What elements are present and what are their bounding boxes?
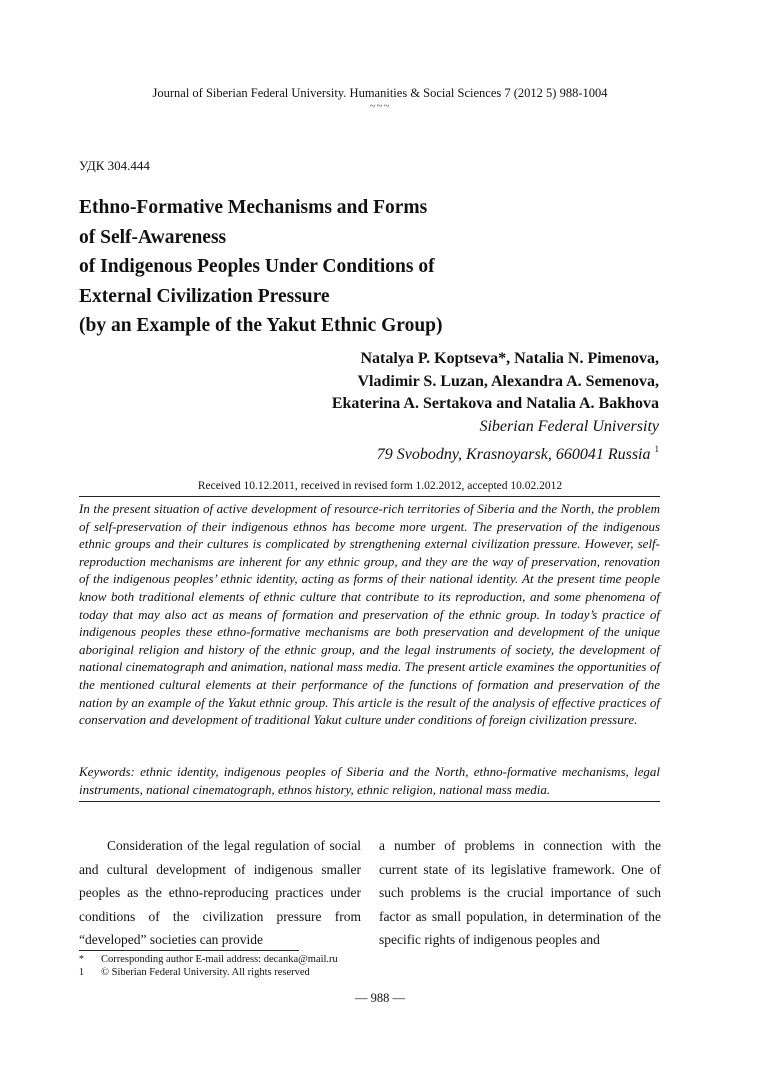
footnote-mark: 1 [79,967,84,978]
title-line: (by an Example of the Yakut Ethnic Group) [79,315,443,336]
author-line: Natalya P. Koptseva*, Natalia N. Pimenova, [360,350,659,367]
body-column-left: Consideration of the legal regulation of social and cultural development of indigenous smaller peoples as the ethno-reproducing practices under conditions of the civilization pressure from “developed” societies can provide [79,838,361,947]
abstract-bottom-rule [79,801,660,802]
footnote-text: © Siberian Federal University. All rights reserved [101,967,310,978]
footnotes [79,953,479,979]
title-line: of Self-Awareness [79,226,227,248]
author-line: Ekaterina A. Sertakova and Natalia A. Bakhova [331,395,659,412]
footnote-text: Corresponding author E-mail address: decanka@mail.ru [101,954,338,965]
header-separator: ~~~ [369,100,391,112]
footnote [79,953,479,966]
journal-header: Journal of Siberian Federal University. Humanities & Social Sciences 7 (2012 5) 988-1004 [152,86,608,100]
abstract-top-rule [79,496,660,497]
footnote [79,966,479,979]
page-number: — 988 — [355,991,405,1005]
footnote-mark: * [79,954,84,965]
udk-code: УДК 304.444 [79,158,150,173]
address-text: 79 Svobodny, Krasnoyarsk, 660041 Russia [376,446,651,463]
body-column-right: a number of problems in connection with the current state of its legislative framework. One of such problems is the crucial importance of such factor as small population, in determination of the specific rights of indigenous peoples and [379,838,661,947]
footnote-rule [79,950,299,951]
affiliation: Siberian Federal University [479,417,659,435]
address-footnote-mark: 1 [654,444,659,454]
received-dates: Received 10.12.2011, received in revised form 1.02.2012, accepted 10.02.2012 [197,480,563,492]
keywords: Keywords: ethnic identity, indigenous peoples of Siberia and the North, ethno-formative mechanisms, legal instruments, national cinematograph, ethnos history, ethnic religion, national mass media. [79,764,660,797]
address [332,438,659,467]
author-line: Vladimir S. Luzan, Alexandra A. Semenova, [357,372,659,390]
author-block [332,348,659,467]
article-title [79,193,639,341]
abstract: In the present situation of active development of resource-rich territories of Siberia and the North, the problem of self-preservation of their indigenous ethnos has become more urgent. The preservation of the indigenous ethnic groups and their cultures is complicated by strengthening external civilization pressure. However, self-reproduction mechanisms are inherent for any ethnic group, and they are the way of preservation, renovation of the indigenous peoples’ ethnic identity, acting as forms of their national identity. At the present time people know both traditional elements of ethnic culture that contribute to its reproduction, and some phenomena of today that may also act as means of formation and preservation of the ethnic group. In today’s practice of indigenous peoples these ethno-formative mechanisms are both preservation and development of the unique aboriginal religion and history of the ethnic group, and the legal instruments of society, the development of national cinematograph and animation, national mass media. The present article examines the opportunities of the mentioned cultural elements at their performance of the functions of formation and preservation of the nation by an example of the Yakut ethnic group. This article is the result of the analysis of effective practices of conservation and development of traditional Yakut culture under conditions of foreign civilization pressure. [79,501,660,728]
title-line: of Indigenous Peoples Under Conditions of [79,256,435,277]
title-line: External Civilization Pressure [79,285,330,307]
title-line: Ethno-Formative Mechanisms and Forms [79,197,428,218]
